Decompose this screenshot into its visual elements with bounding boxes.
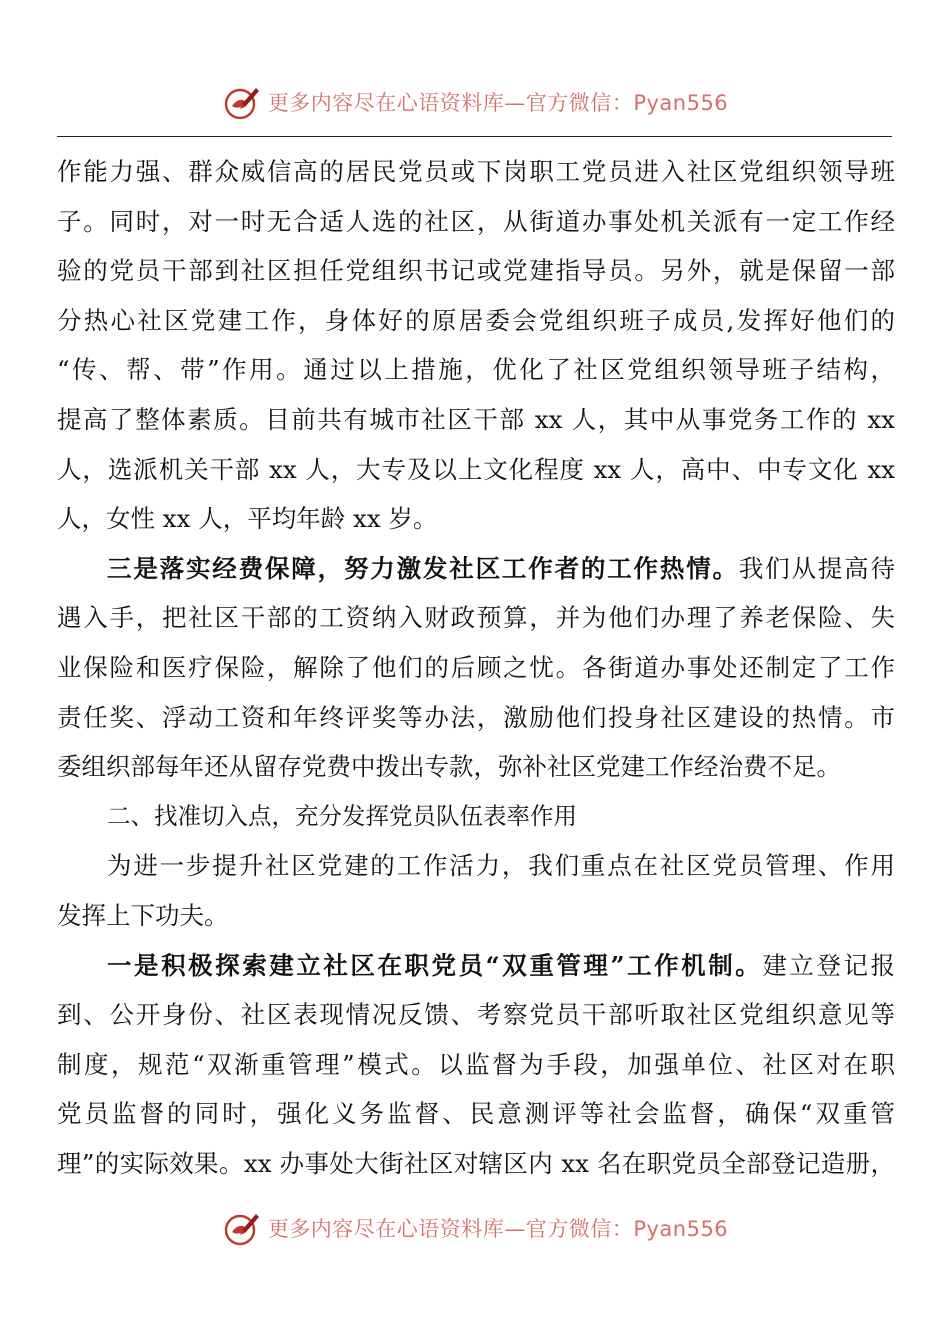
lead-continuation: 建立登记报 [762, 950, 896, 980]
bold-lead-sentence: 一是积极探索建立社区在职党员“双重管理”工作机制。 [107, 950, 763, 980]
text-line: 人，女性 xx 人，平均年龄 xx 岁。 [57, 504, 438, 534]
header-divider [57, 136, 892, 137]
footer-watermark-text: 更多内容尽在心语资料库—官方微信：Pyan556 [267, 1217, 729, 1241]
text-line: 分热心社区党建工作，身体好的原居委会党组织班子成员,发挥好他们的 [57, 305, 895, 335]
text-line: 为进一步提升社区党建的工作活力，我们重点在社区党员管理、作用 [107, 851, 895, 881]
text-line: 理”的实际效果。xx 办事处大街社区对辖区内 xx 名在职党员全部登记造册， [57, 1148, 895, 1178]
pen-circle-logo-icon [222, 1208, 262, 1248]
header-watermark-text: 更多内容尽在心语资料库—官方微信：Pyan556 [267, 91, 729, 115]
bold-lead-sentence: 三是落实经费保障，努力激发社区工作者的工作热情。 [107, 553, 739, 583]
footer-watermark [0, 1208, 950, 1248]
header-watermark [0, 82, 950, 122]
text-line: 责任奖、浮动工资和年终评奖等办法，激励他们投身社区建设的热情。市 [57, 702, 895, 732]
text-line: 验的党员干部到社区担任党组织书记或党建指导员。另外，就是保留一部 [57, 256, 895, 286]
document-body [57, 147, 895, 1188]
text-line: 提高了整体素质。目前共有城市社区干部 xx 人，其中从事党务工作的 xx [57, 404, 895, 434]
text-line: 人，选派机关干部 xx 人，大专及以上文化程度 xx 人，高中、中专文化 xx [57, 454, 895, 484]
text-line: 发挥上下功夫。 [57, 900, 229, 930]
text-line: 委组织部每年还从留存党费中拨出专款，弥补社区党建工作经治费不足。 [57, 752, 841, 782]
text-line: “传、帮、带”作用。通过以上措施，优化了社区党组织领导班子结构， [57, 355, 895, 385]
paragraph-lead-line [57, 941, 895, 991]
pen-circle-logo-icon [222, 82, 262, 122]
section-heading: 二、找准切入点，充分发挥党员队伍表率作用 [107, 801, 577, 830]
lead-continuation: 我们从提高待 [738, 553, 895, 583]
paragraph-lead-line [57, 544, 895, 594]
text-line: 业保险和医疗保险，解除了他们的后顾之忧。各街道办事处还制定了工作 [57, 652, 895, 682]
text-line: 党员监督的同时，强化义务监督、民意测评等社会监督，确保“双重管 [57, 1099, 895, 1129]
text-line: 遇入手，把社区干部的工资纳入财政预算，并为他们办理了养老保险、失 [57, 603, 895, 633]
text-line: 作能力强、群众威信高的居民党员或下岗职工党员进入社区党组织领导班 [57, 157, 895, 186]
text-line: 子。同时，对一时无合适人选的社区，从街道办事处机关派有一定工作经 [57, 206, 895, 236]
text-line: 到、公开身份、社区表现情况反馈、考察党员干部听取社区党组织意见等 [57, 1000, 895, 1030]
text-line: 制度，规范“双渐重管理”模式。以监督为手段，加强单位、社区对在职 [57, 1049, 895, 1079]
